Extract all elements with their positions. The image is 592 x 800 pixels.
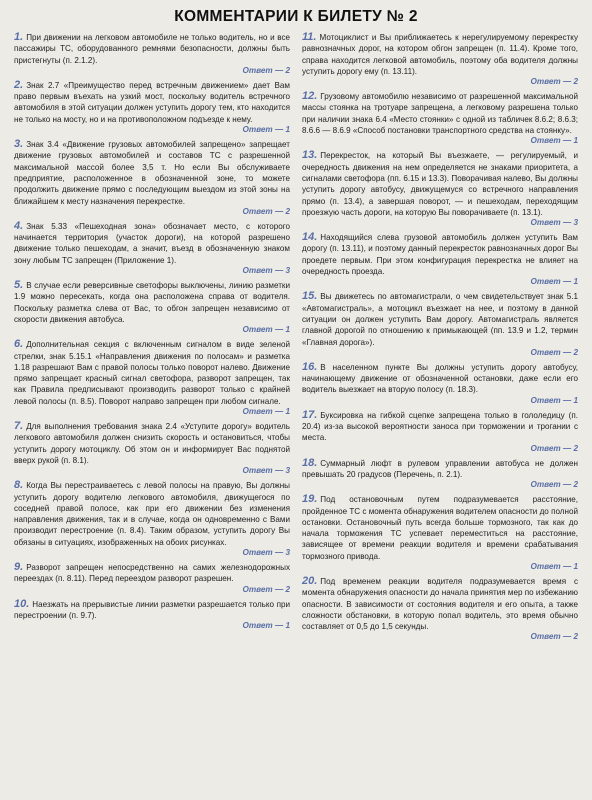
- comment-item: [14, 599, 290, 632]
- comment-item: [14, 280, 290, 335]
- item-answer: Ответ — 3: [242, 466, 290, 476]
- item-text: Суммарный люфт в рулевом управлении автобуса не должен превышать 20 градусов (Перечень, п. 2.1).: [302, 458, 578, 479]
- item-number: 14.: [302, 231, 318, 244]
- item-answer: Ответ — 2: [530, 480, 578, 490]
- item-number: 3.: [14, 138, 24, 151]
- left-column: [14, 32, 290, 646]
- item-answer: Ответ — 3: [242, 547, 290, 557]
- item-number: 20.: [302, 574, 318, 587]
- item-number: 11.: [302, 31, 317, 43]
- item-answer: Ответ — 2: [530, 77, 578, 87]
- right-column: [302, 32, 578, 646]
- item-answer: Ответ — 3: [242, 266, 290, 276]
- item-number: 16.: [302, 360, 318, 373]
- item-text: Знак 5.33 «Пешеходная зона» обозначает место, с которого начинается территория (участок дороги), на которой разрешено движение только пешеходам, а значит, въезд в обозначенную знаком зону любым ТС запрещен (Приложение 1).: [14, 221, 290, 265]
- item-text: Когда Вы перестраиваетесь с левой полосы на правую, Вы должны уступить дорогу водителю легкового автомобиля, движущегося по соседней правой полосе, как при его движении без изменения направления движения, так и в случае, когда он одновременно с Вами производит перестроение (п. 8.4). Таким образом, уступить дорогу Вы обязаны в ситуациях, изображенных на обоих рисунках.: [14, 481, 290, 547]
- item-text: В населенном пункте Вы должны уступить дорогу автобусу, начинающему движение от обозначенной остановки, даже если его водитель выезжает на вторую полосу (п. 18.3).: [302, 362, 578, 395]
- comment-item: [302, 410, 578, 454]
- item-text: Мотоциклист и Вы приближаетесь к нерегулируемому перекрестку равнозначных дорог, на котором обгон запрещен (п. 11.4). Кроме того, справа находится легковой автомобиль, поэтому оба водителя должны уступить дорогу ему (п. 13.11).: [302, 33, 578, 76]
- item-number: 13.: [302, 149, 318, 162]
- item-answer: Ответ — 3: [530, 218, 578, 228]
- comment-item: [302, 232, 578, 287]
- item-answer: Ответ — 2: [242, 65, 290, 75]
- comment-item: [302, 362, 578, 406]
- item-text: В случае если реверсивные светофоры выключены, линию разметки 1.9 можно пересекать, когда она расположена справа от водителя. Поскольку разметка слева от Вас, то обгон запрещен независимо от скорости движения автобуса.: [14, 281, 290, 324]
- item-text: Вы движетесь по автомагистрали, о чем свидетельствует знак 5.1 «Автомагистраль», а мотоцикл въезжает на нее, и поэтому в данной ситуации он должен уступить Вам дорогу. Автомагистраль является главной дорогой по отношению к примыкающей (пп. 13.9 и 1.2, термин «Главная дорога»).: [302, 292, 578, 347]
- item-answer: Ответ — 2: [530, 632, 578, 642]
- item-answer: Ответ — 1: [242, 621, 290, 631]
- comment-item: [302, 150, 578, 228]
- item-number: 9.: [14, 560, 24, 573]
- item-answer: Ответ — 1: [530, 395, 578, 405]
- comment-item: [302, 91, 578, 146]
- item-answer: Ответ — 1: [530, 561, 578, 571]
- item-number: 7.: [14, 420, 24, 433]
- item-text: Находящийся слева грузовой автомобиль должен уступить Вам дорогу (п. 13.11), и поэтому данный перекресток равнозначных дорог Вы проедете первым. При этом конфигурация перекрестка не влияет на очередность проезда.: [302, 233, 578, 277]
- item-answer: Ответ — 2: [242, 206, 290, 216]
- item-text: Знак 3.4 «Движение грузовых автомобилей запрещено» запрещает движение грузовых автомобилей и составов ТС с разрешенной максимальной массой более 3,5 т. Но если Вы обслуживаете предприятие, расположенное в обозначенной зоне, то можете продолжить движение прямо с последующим выездом из этой зоны на ближайшем к месту назначения перекрестке.: [14, 140, 290, 206]
- item-answer: Ответ — 1: [242, 125, 290, 135]
- page-title: КОММЕНТАРИИ К БИЛЕТУ № 2: [174, 8, 418, 25]
- item-number: 8.: [14, 479, 24, 492]
- item-number: 18.: [302, 456, 318, 469]
- item-text: Под временем реакции водителя подразумевается время с момента обнаружения опасности до начала принятия мер по избежанию опасности. В зависимости от состояния водителя и его опыта, а также сложности обстановки, в которую попал водитель, это время обычно составляет от 0,5 до 1,5 секунды.: [302, 576, 578, 632]
- item-answer: Ответ — 1: [530, 136, 578, 146]
- item-answer: Ответ — 1: [242, 325, 290, 335]
- item-number: 4.: [14, 219, 24, 232]
- comment-item: [302, 32, 578, 87]
- item-text: Грузовому автомобилю независимо от разрешенной максимальной массы стоянка на тротуаре запрещена, а легковому разрешена только при наличии знака 6.4 «Место стоянки» с одной из табличек 8.6.2; 8.6.3; 8.6.6 — 8.6.9 «Способ постановки транспортного средства на стоянку».: [302, 92, 578, 136]
- comment-item: [14, 339, 290, 417]
- item-number: 10.: [14, 597, 30, 610]
- comment-item: [302, 494, 578, 572]
- comment-item: [14, 32, 290, 76]
- item-text: Наезжать на прерывистые линии разметки разрешается только при перестроении (п. 9.7).: [14, 599, 290, 620]
- comment-item: [14, 139, 290, 217]
- item-number: 1.: [14, 31, 24, 43]
- item-answer: Ответ — 1: [530, 277, 578, 287]
- item-number: 19.: [302, 493, 318, 506]
- comment-item: [14, 480, 290, 558]
- item-text: Для выполнения требования знака 2.4 «Уступите дорогу» водитель легкового автомобиля должен снизить скорость и остановиться, чтобы уступить дорогу мотоциклу. Об этом он и информирует Вас поднятой вверх рукой (п. 8.1).: [14, 422, 290, 465]
- item-number: 15.: [302, 290, 318, 303]
- comment-item: [302, 576, 578, 642]
- comment-item: [302, 458, 578, 491]
- item-number: 2.: [14, 78, 24, 91]
- comment-item: [14, 421, 290, 476]
- comment-item: [14, 562, 290, 595]
- item-text: Перекресток, на который Вы въезжаете, — регулируемый, и очередность движения на нем определяется не знаками приоритета, а сигналами светофора (пп. 6.15 и 13.3). Поворачивая налево, Вы должны уступить дорогу автобусу, движущемуся со встречного направления прямо (п. 13.4), а завершая поворот, — и пешеходам, переходящим проезжую часть дороги, на которую Вы поворачиваете (п. 13.1).: [302, 151, 578, 217]
- item-answer: Ответ — 2: [242, 584, 290, 594]
- item-number: 5.: [14, 279, 24, 292]
- comment-item: [302, 291, 578, 357]
- item-answer: Ответ — 2: [530, 443, 578, 453]
- item-text: Дополнительная секция с включенным сигналом в виде зеленой стрелки, знак 5.15.1 «Направления движения по полосам» и разметка 1.18 разрешают Вам с правой полосы только поворот налево. Движение прямо запрещает красный сигнал светофора, разворот запрещен, так как Правила предписывают производить разворот только с крайней левой полосы (п. 8.5). Поворот направо запрещен при любом сигнале.: [14, 340, 290, 406]
- columns: [14, 32, 578, 646]
- item-text: При движении на легковом автомобиле не только водитель, но и все пассажиры ТС, оборудованного ремнями безопасности, должны быть пристегнуты (п. 2.1.2).: [14, 33, 290, 65]
- item-text: Знак 2.7 «Преимущество перед встречным движением» дает Вам право первым въехать на узкий мост, поскольку водитель встречного автомобиля в этой ситуации должен уступить дорогу тем, кто находится не только на мосту, но и на противоположном подъезде к нему.: [14, 80, 290, 124]
- item-answer: Ответ — 2: [530, 347, 578, 357]
- item-number: 17.: [302, 408, 318, 421]
- item-answer: Ответ — 1: [242, 407, 290, 417]
- item-text: Под остановочным путем подразумевается расстояние, пройденное ТС с момента обнаружения водителем опасности до полной остановки. Остановочный путь всегда больше тормозного, так как до начала торможения ТС успевает переместиться на расстояние, зависящее от времени реакции водителя и времени срабатывания тормозного привода.: [302, 495, 578, 561]
- item-number: 6.: [14, 338, 24, 351]
- item-number: 12.: [302, 90, 318, 103]
- comment-item: [14, 80, 290, 135]
- item-text: Разворот запрещен непосредственно на самих железнодорожных переездах (п. 8.11). Перед переездом разворот разрешен.: [14, 562, 290, 584]
- comment-item: [14, 221, 290, 276]
- item-text: Буксировка на гибкой сцепке запрещена только в гололедицу (п. 20.4) из-за высокой вероятности заноса при торможении и трогании с места.: [302, 410, 578, 443]
